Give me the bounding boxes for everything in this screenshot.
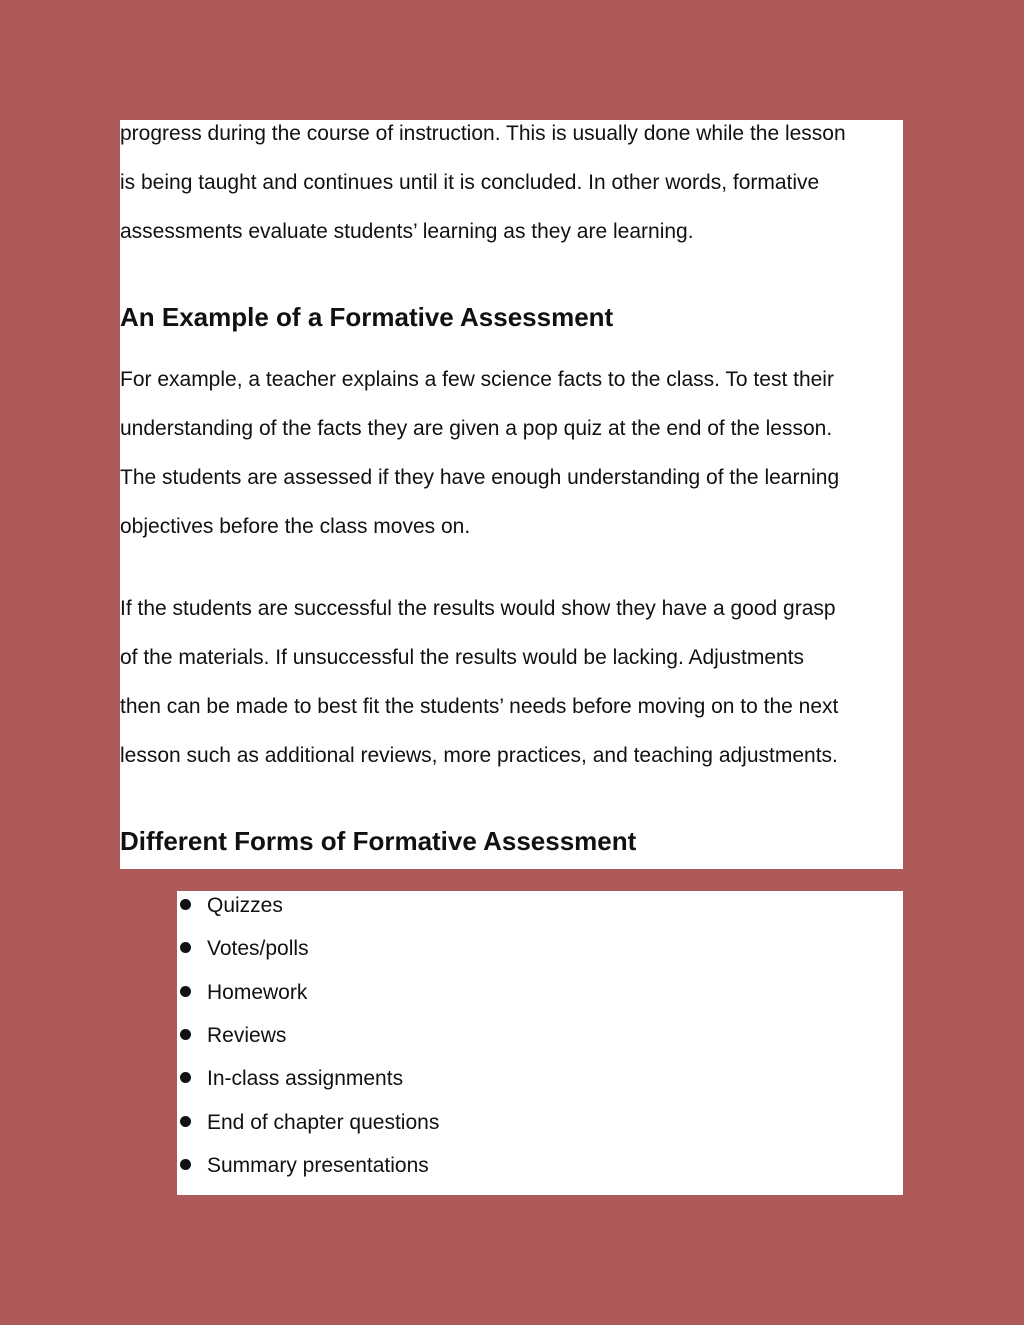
list-item — [177, 1065, 877, 1095]
list-item-label: End of chapter questions — [207, 1111, 440, 1134]
bullet-icon — [180, 942, 191, 953]
list-item — [177, 1109, 877, 1139]
intro-line: progress during the course of instruction. This is usually done while the lesson — [120, 122, 846, 145]
example-paragraph-line: understanding of the facts they are given a pop quiz at the end of the lesson. — [120, 417, 833, 440]
bullet-icon — [180, 1116, 191, 1127]
bullet-icon — [180, 1072, 191, 1083]
bullet-icon — [180, 899, 191, 910]
bullet-icon — [180, 1159, 191, 1170]
results-paragraph-line: of the materials. If unsuccessful the results would be lacking. Adjustments — [120, 646, 805, 669]
bullet-icon — [180, 1029, 191, 1040]
section-heading-example: An Example of a Formative Assessment — [120, 302, 614, 332]
results-paragraph-line: then can be made to best fit the students’ needs before moving on to the next — [120, 695, 839, 718]
list-item — [177, 1152, 877, 1182]
document-body — [120, 120, 903, 869]
list-item-label: In-class assignments — [207, 1067, 404, 1090]
example-paragraph-line: objectives before the class moves on. — [120, 515, 471, 538]
list-item — [177, 1022, 877, 1052]
example-paragraph-line: For example, a teacher explains a few science facts to the class. To test their — [120, 368, 834, 391]
list-item — [177, 935, 877, 965]
list-item-label: Reviews — [207, 1024, 287, 1047]
intro-line: is being taught and continues until it is concluded. In other words, formative — [120, 171, 820, 194]
list-item — [177, 892, 877, 922]
list-item-label: Votes/polls — [207, 937, 309, 960]
forms-list — [177, 891, 903, 1195]
intro-line: assessments evaluate students’ learning as they are learning. — [120, 220, 694, 243]
list-item — [177, 979, 877, 1009]
list-item-label: Quizzes — [207, 894, 283, 917]
results-paragraph-line: If the students are successful the results would show they have a good grasp — [120, 597, 836, 620]
example-paragraph-line: The students are assessed if they have enough understanding of the learning — [120, 466, 840, 489]
list-item-label: Summary presentations — [207, 1154, 429, 1177]
section-heading-forms: Different Forms of Formative Assessment — [120, 826, 637, 856]
results-paragraph-line: lesson such as additional reviews, more practices, and teaching adjustments. — [120, 744, 838, 767]
bullet-icon — [180, 986, 191, 997]
list-item-label: Homework — [207, 981, 308, 1004]
